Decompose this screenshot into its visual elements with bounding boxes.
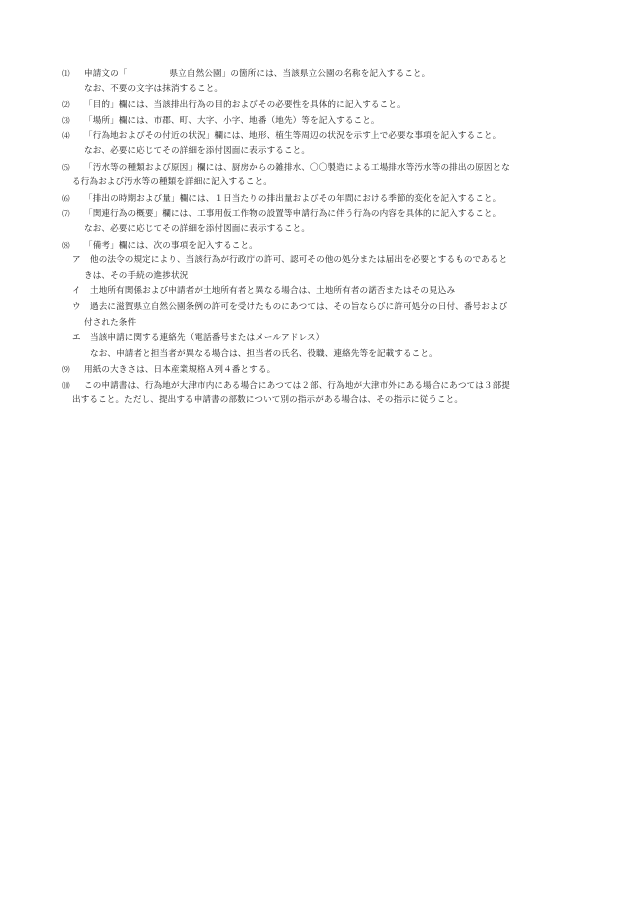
note-5-continuation (62, 175, 592, 191)
note-7 (62, 206, 592, 222)
note-8 (62, 238, 592, 254)
note-8-item-a-continuation (62, 269, 592, 285)
note-text: 申請文の「 (84, 69, 128, 79)
note-7-continuation (62, 222, 592, 238)
note-number: ⑽ (62, 380, 70, 390)
note-10 (62, 378, 592, 394)
note-text: この申請書は、行為地が大津市内にある場合にあつては２部、行為地が大津市外にある場合にあつては３部提 (84, 380, 510, 391)
item-mark: ア (72, 255, 81, 266)
item-text: 土地所有関係および申請者が土地所有者と異なる場合は、土地所有者の諾否またはその見込み (90, 286, 456, 297)
item-text: 他の法令の規定により、当該行為が行政庁の許可、認可その他の処分または届出を必要とするものであると (90, 255, 508, 266)
item-mark: イ (72, 286, 81, 297)
note-text: 「排出の時期および量」欄には、１日当たりの排出量およびその年間における季節的変化を記入すること。 (84, 193, 502, 204)
notes-list (62, 66, 592, 409)
note-8-item-i (62, 284, 592, 300)
note-8-item-e-continuation (62, 347, 592, 363)
note-text: 「行為地およびその付近の状況」欄には、地形、植生等周辺の状況を示す上で必要な事項を記入すること。 (84, 131, 502, 142)
item-text: 過去に滋賀県立自然公園条例の許可を受けたものにあつては、その旨ならびに許可処分の日付、番号および (90, 301, 508, 312)
note-text: 用紙の大きさは、日本産業規格Ａ列４番とする。 (84, 365, 276, 376)
note-1 (62, 66, 592, 82)
note-text: 「目的」欄には、当該排出行為の目的およびその必要性を具体的に記入すること。 (84, 100, 406, 111)
note-text: 県立自然公園」の箇所には、当該県立公園の名称を記入すること。 (169, 69, 431, 79)
note-8-item-u (62, 300, 592, 316)
note-number: ⑼ (62, 365, 70, 375)
note-8-item-u-continuation (62, 316, 592, 332)
note-4-continuation (62, 144, 592, 160)
note-6 (62, 191, 592, 207)
note-number: ⑻ (62, 240, 70, 250)
note-text: なお、不要の文字は抹消すること。 (84, 83, 224, 94)
item-text: なお、申請者と担当者が異なる場合は、担当者の氏名、役職、連絡先等を記載すること。 (90, 348, 438, 359)
note-text: 「関連行為の概要」欄には、工事用仮工作物の設置等申請行為に伴う行為の内容を具体的に記入すること。 (84, 209, 502, 220)
note-5 (62, 160, 592, 176)
note-number: ⑺ (62, 209, 70, 219)
note-text: なお、必要に応じてその詳細を添付図面に表示すること。 (84, 223, 311, 234)
item-text: 当該申請に関する連絡先（電話番号またはメールアドレス） (90, 333, 325, 344)
note-8-item-e (62, 331, 592, 347)
note-number: ⑴ (62, 69, 70, 78)
note-number: ⑸ (62, 162, 70, 172)
note-number: ⑷ (62, 131, 70, 141)
note-text: る行為および汚水等の種類を詳細に記入すること。 (72, 177, 272, 188)
note-number: ⑹ (62, 193, 70, 203)
note-3 (62, 113, 592, 129)
note-text: 出すること。ただし、提出する申請書の部数について別の指示がある場合は、その指示に従うこと。 (72, 395, 464, 406)
note-10-continuation (62, 393, 592, 409)
note-4 (62, 128, 592, 144)
note-2 (62, 97, 592, 113)
note-9 (62, 362, 592, 378)
note-number: ⑵ (62, 100, 70, 110)
note-8-item-a (62, 253, 592, 269)
item-mark: エ (72, 333, 81, 344)
note-1-continuation (62, 82, 592, 98)
item-text: 付された条件 (84, 317, 137, 328)
note-text: 「備考」欄には、次の事項を記入すること。 (84, 240, 258, 251)
note-number: ⑶ (62, 115, 70, 125)
note-text: 「場所」欄には、市郡、町、大字、小字、地番（地先）等を記入すること。 (84, 115, 380, 126)
item-mark: ウ (72, 301, 81, 312)
item-text: きは、その手続の進捗状況 (84, 270, 189, 281)
note-text: なお、必要に応じてその詳細を添付図面に表示すること。 (84, 145, 311, 156)
note-text: 「汚水等の種類および原因」欄には、厨房からの雑排水、〇〇製造による工場排水等汚水等の排出の原因とな (84, 162, 510, 173)
